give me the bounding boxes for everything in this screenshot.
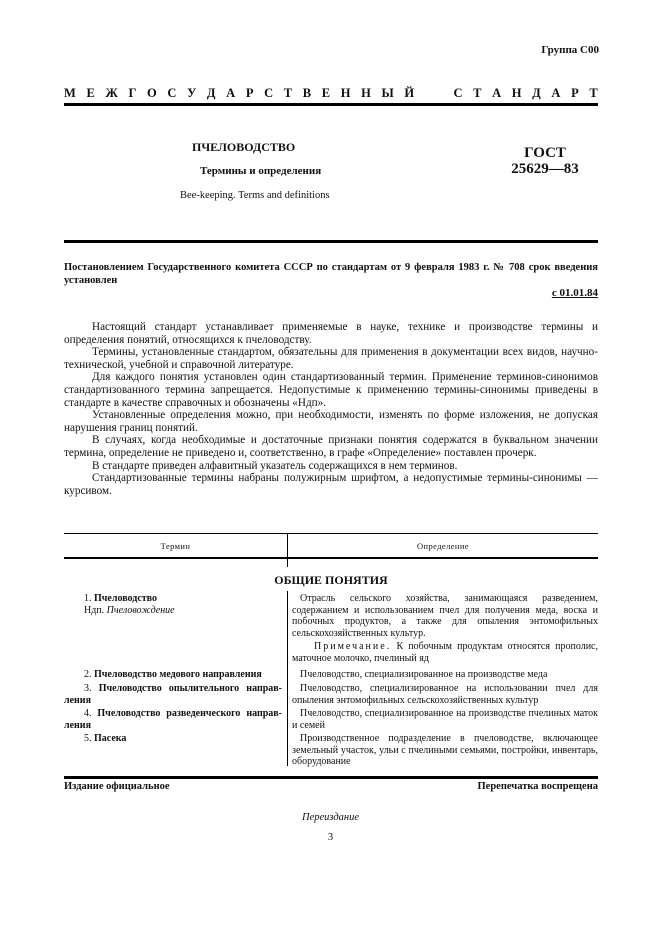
table-header-rule bbox=[64, 557, 598, 559]
document-title: ПЧЕЛОВОДСТВО bbox=[192, 140, 296, 154]
heading-letter: Н bbox=[340, 86, 351, 100]
column-divider-header bbox=[287, 533, 288, 567]
table-row-term bbox=[64, 733, 282, 745]
definition-note bbox=[292, 641, 598, 664]
column-divider-body bbox=[287, 591, 288, 766]
reissue-label: Переиздание bbox=[301, 812, 360, 823]
footer-rule bbox=[64, 776, 598, 779]
table-row-definition bbox=[292, 669, 598, 681]
heading-letter: Д bbox=[532, 86, 541, 100]
heading-letter: Д bbox=[206, 86, 216, 100]
heading-letter: М bbox=[64, 86, 76, 100]
table-row-definition bbox=[292, 708, 598, 731]
table-row-term bbox=[64, 683, 282, 706]
table-row-term bbox=[64, 708, 282, 731]
term-name: Пчеловодство bbox=[94, 593, 158, 604]
heading-letter: Т bbox=[589, 86, 598, 100]
heading-letter: Т bbox=[473, 86, 482, 100]
heading-letter: А bbox=[492, 86, 502, 100]
heading-letter: Е bbox=[321, 86, 331, 100]
intro-paragraph: Термины, установленные стандартом, обязательны для применения в документации всех видов, научно-технической, учебной и справочной литературе. bbox=[64, 346, 598, 371]
intro-paragraph: Установленные определения можно, при необходимости, изменять по форме изложения, не допуская нарушения границ понятий. bbox=[64, 409, 598, 434]
intro-paragraph: В стандарте приведен алфавитный указатель содержащихся в нем терминов. bbox=[92, 459, 458, 472]
term-number: 4. bbox=[84, 708, 92, 719]
heading-letter: Г bbox=[128, 86, 137, 100]
ndp-term: Пчеловождение bbox=[106, 604, 175, 616]
gost-label: ГОСТ bbox=[524, 145, 566, 161]
heading-letter: А bbox=[551, 86, 561, 100]
heading-letter: Й bbox=[404, 86, 415, 100]
heading-letter: У bbox=[187, 86, 197, 100]
heading-letter: Т bbox=[283, 86, 293, 100]
term-name: Пасека bbox=[94, 733, 127, 744]
term-name: Пчеловодство медового направления bbox=[94, 669, 262, 680]
heading-letter: Ж bbox=[105, 86, 118, 100]
intro-paragraph: Для каждого понятия установлен один стандартизованный термин. Применение терминов-синонимов стандартизованного термина запрещается. Недопустимые к применению термины-синонимы приведены в стандарте в качестве справочных и обозначены «Ндп». bbox=[64, 371, 598, 409]
term-number: 5. bbox=[84, 733, 92, 744]
definition-text: Пчеловодство, специализированное на производстве меда bbox=[300, 669, 548, 680]
table-top-rule bbox=[64, 533, 598, 534]
interstate-standard-heading bbox=[64, 86, 598, 101]
ndp-label: Ндп. bbox=[84, 604, 105, 616]
intro-paragraph: В случаях, когда необходимые и достаточные признаки понятия содержатся в буквальном значении термина, определение не приведено и, соответственно, в графе «Определение» поставлен прочерк. bbox=[64, 434, 598, 459]
gost-number: 25629—83 bbox=[511, 161, 579, 177]
document-subtitle: Термины и определения bbox=[200, 165, 322, 177]
column-header-definition: Определение bbox=[417, 541, 469, 551]
table-row-term bbox=[64, 593, 282, 616]
table-row-term bbox=[64, 669, 282, 681]
heading-letter: О bbox=[147, 86, 157, 100]
column-header-term: Термин bbox=[160, 541, 191, 551]
table-row-definition bbox=[292, 683, 598, 706]
heading-letter: С bbox=[167, 86, 177, 100]
heading-letter: Н bbox=[361, 86, 371, 100]
heading-letter: Н bbox=[511, 86, 522, 100]
heading-letter: А bbox=[226, 86, 236, 100]
reprint-prohibited-label: Перепечатка воспрещена bbox=[477, 781, 598, 792]
term-name-line1: Пчеловодство разведенческого направ- bbox=[97, 708, 283, 719]
definition-text: Отрасль сельского хозяйства, занимающаяся разведением, содержанием и использованием пчел для получения меда, воска и побочных продуктов, а также для опыления энтомофильных сельскохозяйственных культур. bbox=[292, 593, 598, 639]
term-number: 2. bbox=[84, 669, 92, 680]
page-number: 3 bbox=[327, 832, 334, 843]
title-block-rule bbox=[64, 240, 598, 243]
heading-letter: Р bbox=[571, 86, 579, 100]
note-text: К побочным продуктам относятся прополис, маточное молочко, пчелиный яд bbox=[292, 641, 598, 664]
term-name-line2: ления bbox=[64, 719, 91, 731]
intro-paragraph: Настоящий стандарт устанавливает применяемые в науке, технике и производстве термины и определения понятий, относящихся к пчеловодству. bbox=[64, 321, 598, 346]
definition-text: Производственное подразделение в пчеловодстве, включающее земельный участок, ульи с пчелиными семьями, постройки, инвентарь, оборудование bbox=[292, 733, 598, 767]
decree-text: Постановлением Государственного комитета СССР по стандартам от 9 февраля 1983 г. № 708 срок введения установлен bbox=[64, 262, 598, 286]
english-title: Bee-keeping. Terms and definitions bbox=[180, 190, 330, 201]
heading-letter: Е bbox=[86, 86, 95, 100]
term-number: 1. bbox=[84, 593, 92, 604]
heading-letter: С bbox=[453, 86, 463, 100]
term-name-line2: ления bbox=[64, 694, 91, 706]
term-number: 3. bbox=[84, 683, 92, 694]
table-row-definition bbox=[292, 593, 598, 664]
heading-letter: Ы bbox=[381, 86, 394, 100]
effective-date: с 01.01.84 bbox=[551, 287, 598, 299]
heading-gap bbox=[425, 86, 443, 101]
note-label: Примечание. bbox=[314, 641, 392, 652]
table-row-definition bbox=[292, 733, 598, 768]
heading-letter: В bbox=[302, 86, 312, 100]
term-name-line1: Пчеловодство опылительного направ- bbox=[98, 683, 282, 694]
official-edition-label: Издание официальное bbox=[64, 781, 170, 792]
heading-letter: Р bbox=[245, 86, 254, 100]
intro-paragraph: Стандартизованные термины набраны полужирным шрифтом, а недопустимые термины-синонимы — курсивом. bbox=[64, 472, 598, 497]
definition-text: Пчеловодство, специализированное на производстве пчелиных маток и семей bbox=[292, 708, 598, 731]
definition-text: Пчеловодство, специализированное на использовании пчел для опыления энтомофильных сельскохозяйственных культур bbox=[292, 683, 598, 706]
gost-designation bbox=[500, 145, 590, 177]
section-title: ОБЩИЕ ПОНЯТИЯ bbox=[274, 573, 388, 587]
heading-letter: С bbox=[264, 86, 274, 100]
introduction bbox=[64, 321, 598, 497]
header-rule bbox=[64, 103, 598, 106]
group-code: Группа С00 bbox=[541, 44, 599, 56]
